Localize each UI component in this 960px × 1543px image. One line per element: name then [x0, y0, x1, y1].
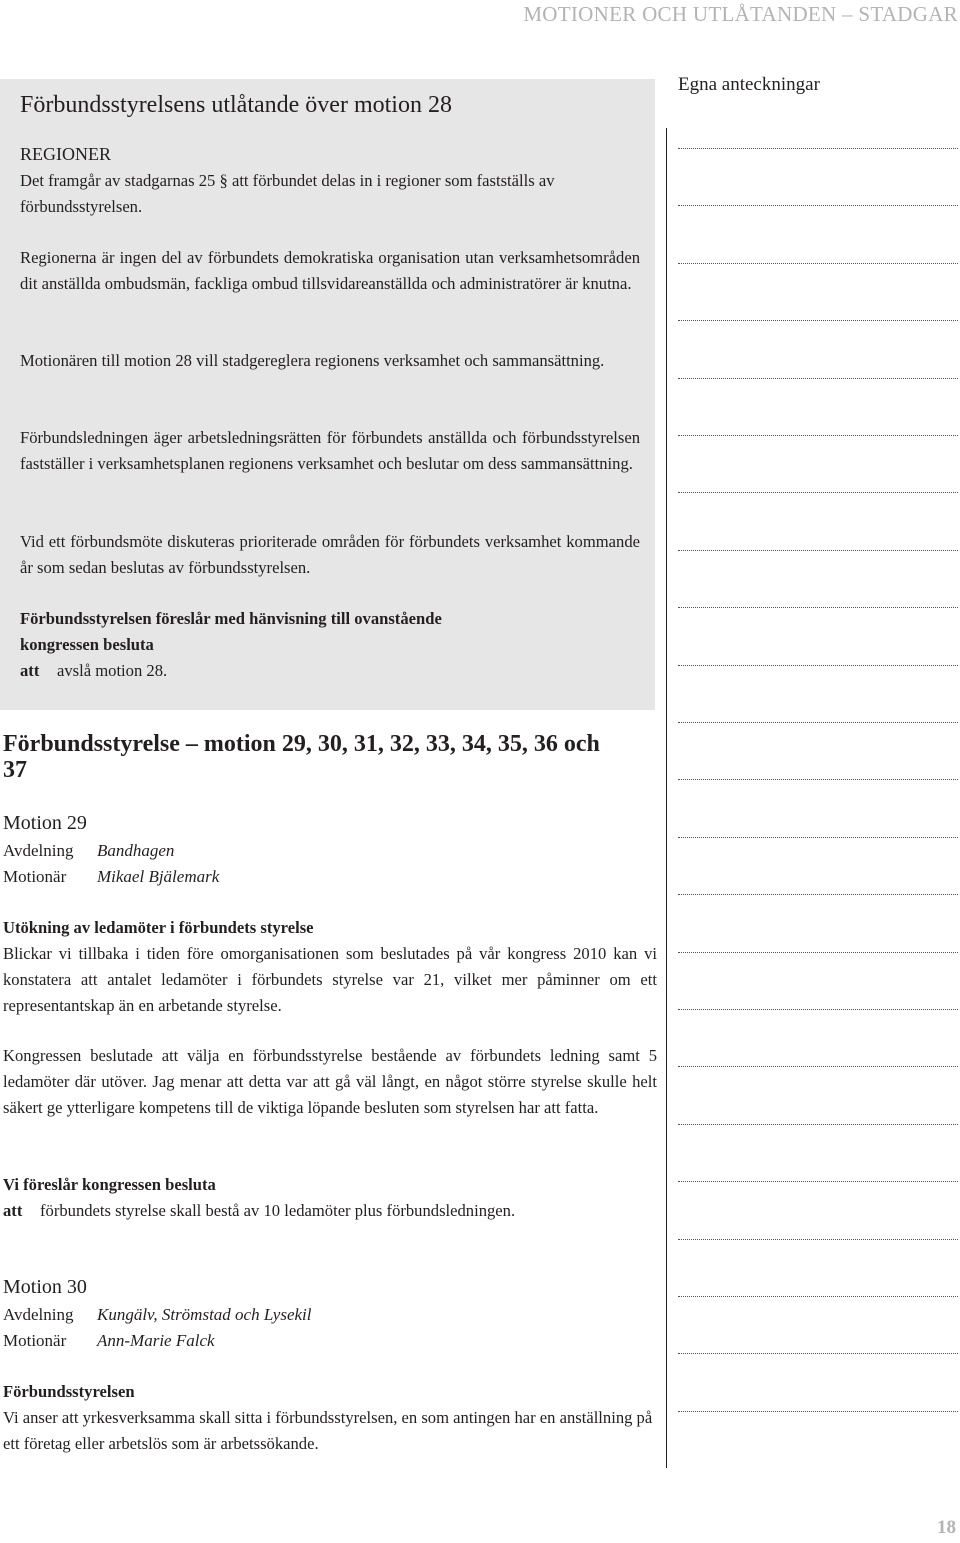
motion-30-avdelning: [3, 1302, 312, 1328]
notes-title: Egna anteckningar: [678, 74, 820, 95]
note-line[interactable]: [678, 1411, 958, 1412]
page-number: 18: [937, 1517, 956, 1538]
note-line[interactable]: [678, 550, 958, 551]
motionar-label: Motionär: [3, 1331, 67, 1350]
note-line[interactable]: [678, 1239, 958, 1240]
statement-paragraph-5: Vid ett förbundsmöte diskuteras prioriterade områden för förbundets verksamhet kommande år som sedan beslutas av förbundsstyrelsen.: [20, 532, 640, 577]
note-line[interactable]: [678, 1124, 958, 1125]
note-line[interactable]: [678, 1353, 958, 1354]
note-line[interactable]: [678, 1009, 958, 1010]
statement-paragraph-2: Regionerna är ingen del av förbundets demokratiska organisation utan verksamhetsområden dit anställda ombudsmän, fackliga ombud tillsvidareanställda och administratörer är knutna.: [20, 248, 640, 293]
avdelning-label: Avdelning: [3, 841, 74, 860]
motionar-label: Motionär: [3, 867, 67, 886]
note-line[interactable]: [678, 148, 958, 149]
statement-paragraph-1: Det framgår av stadgarnas 25 § att förbundet delas in i regioner som fastställs av förbundsstyrelsen.: [20, 171, 555, 216]
motion-29-subject: Utökning av ledamöter i förbundets styrelse: [3, 918, 314, 937]
statement-proposal-2: kongressen besluta: [20, 635, 154, 654]
section-title: Förbundsstyrelse – motion 29, 30, 31, 32, 33, 34, 35, 36 och 37: [3, 731, 600, 783]
statement-att: [20, 658, 167, 684]
note-line[interactable]: [678, 837, 958, 838]
note-line[interactable]: [678, 894, 958, 895]
statement-proposal: Förbundsstyrelsen föreslår med hänvisning till ovanstående: [20, 609, 442, 628]
motion-29-paragraph-2: Kongressen beslutade att välja en förbundsstyrelse bestående av förbundets ledning samt 5 ledamöter där utöver. Jag menar att detta var att gå väl långt, en något större styrelse skulle helt säkert ge ytterligare kompetens till de viktiga löpande besluten som styrelsen har att fatta.: [3, 1046, 657, 1117]
note-line[interactable]: [678, 722, 958, 723]
note-line[interactable]: [678, 492, 958, 493]
statement-paragraph-3: Motionären till motion 28 vill stadgereglera regionens verksamhet och sammansättning.: [20, 351, 605, 370]
att-text: förbundets styrelse skall bestå av 10 ledamöter plus förbundsledningen.: [40, 1201, 516, 1220]
note-line[interactable]: [678, 1181, 958, 1182]
note-line[interactable]: [678, 665, 958, 666]
note-line[interactable]: [678, 607, 958, 608]
motion-29-paragraph-1: Blickar vi tillbaka i tiden före omorganisationen som beslutades på vår kongress 2010 kan vi konstatera att antalet ledamöter i förbundets styrelse var 21, vilket mer påminner om ett representantskap än en arbetande styrelse.: [3, 944, 657, 1015]
motion-30-motionar: [3, 1328, 215, 1354]
note-line[interactable]: [678, 263, 958, 264]
motionar-value: Ann-Marie Falck: [97, 1331, 215, 1350]
motion-29-avdelning: [3, 838, 174, 864]
notes-divider: [666, 128, 667, 1468]
avdelning-value: Bandhagen: [97, 841, 175, 860]
avdelning-value: Kungälv, Strömstad och Lysekil: [97, 1305, 312, 1324]
att-text: avslå motion 28.: [57, 661, 168, 680]
motion-30-paragraph-1: Vi anser att yrkesverksamma skall sitta i förbundsstyrelsen, en som antingen har en anställning på ett företag eller arbetslös som är arbetssökande.: [3, 1408, 653, 1453]
motion-30-subject: Förbundsstyrelsen: [3, 1382, 135, 1401]
note-line[interactable]: [678, 1066, 958, 1067]
note-line[interactable]: [678, 1296, 958, 1297]
note-line[interactable]: [678, 952, 958, 953]
avdelning-label: Avdelning: [3, 1305, 74, 1324]
running-head: MOTIONER OCH UTLÅTANDEN – STADGAR: [523, 2, 958, 26]
regioner-heading: REGIONER: [20, 144, 111, 164]
motionar-value: Mikael Bjälemark: [97, 867, 220, 886]
statement-paragraph-4: Förbundsledningen äger arbetsledningsrätten för förbundets anställda och förbundsstyrelsen fastställer i verksamhetsplanen regionens verksamhet och beslutar om dess sammansättning.: [20, 428, 640, 473]
motion-30-title: Motion 30: [3, 1276, 87, 1298]
note-line[interactable]: [678, 378, 958, 379]
note-line[interactable]: [678, 779, 958, 780]
motion-29-att: [3, 1198, 515, 1224]
motion-29-proposal: Vi föreslår kongressen besluta: [3, 1175, 216, 1194]
note-line[interactable]: [678, 320, 958, 321]
att-label: att: [3, 1201, 23, 1220]
motion-29-motionar: [3, 864, 219, 890]
att-label: att: [20, 661, 40, 680]
note-line[interactable]: [678, 435, 958, 436]
motion-29-title: Motion 29: [3, 812, 87, 834]
note-line[interactable]: [678, 205, 958, 206]
statement-title: Förbundsstyrelsens utlåtande över motion 28: [20, 92, 452, 118]
